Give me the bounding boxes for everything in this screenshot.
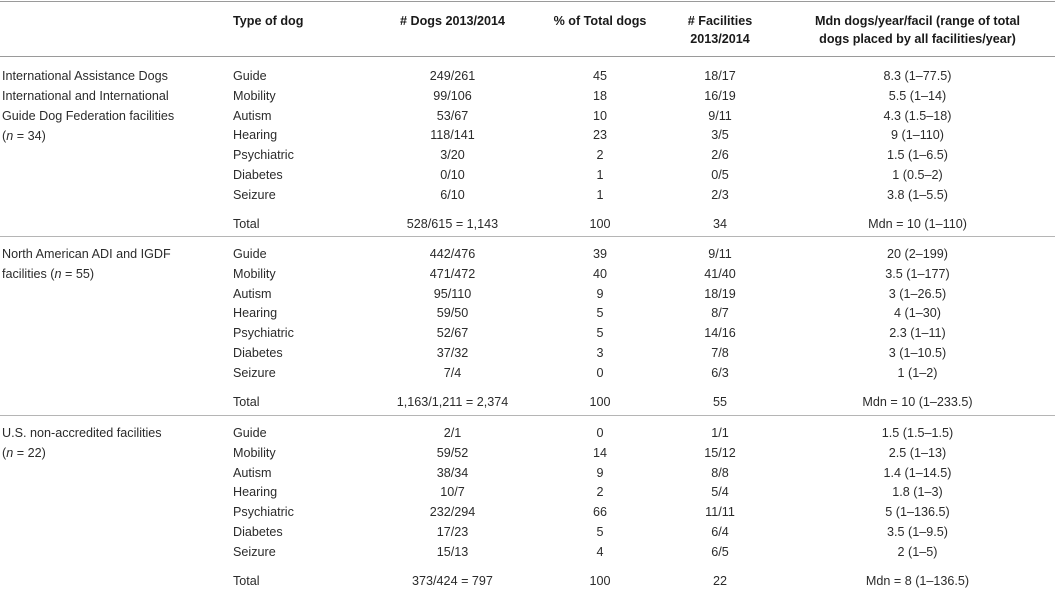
cell-pct: 4 [596,544,604,559]
cell-type: Diabetes [233,525,283,539]
cell-fac: 2/6 [711,148,729,163]
group-label [2,66,174,146]
group-label-line: International Assistance Dogs [2,69,168,83]
total-dogs: 528/615 = 1,143 [406,217,499,231]
cell-mdn: 4 (1–30) [894,306,941,321]
cell-fac: 8/7 [711,306,729,321]
cell-dogs: 6/10 [440,187,465,202]
cell-pct: 45 [592,69,607,83]
total-fac: 34 [712,217,727,231]
group-label-line: facilities (n = 55) [2,267,95,281]
header-pct: % of Total dogs [553,14,647,28]
header-dogs: # Dogs 2013/2014 [399,14,506,28]
cell-dogs: 99/106 [433,88,472,103]
cell-mdn: 3.5 (1–9.5) [887,525,948,539]
cell-dogs: 471/472 [429,266,476,281]
cell-pct: 3 [596,346,604,360]
cell-fac: 11/11 [705,505,735,520]
cell-mdn: 20 (2–199) [887,247,948,261]
cell-pct: 2 [596,485,604,500]
cell-type: Mobility [233,445,276,460]
group-separator [0,415,1055,416]
cell-mdn: 1.5 (1–6.5) [887,148,948,163]
cell-type: Psychiatric [233,505,294,520]
cell-type: Guide [233,247,267,261]
cell-type: Diabetes [233,168,283,182]
header-facilities-line1: # Facilities [687,14,753,28]
total-type: Total [233,217,260,231]
group-label-line: (n = 22) [2,446,46,460]
cell-pct: 23 [592,128,607,143]
cell-fac: 0/5 [711,168,729,182]
cell-type: Psychiatric [233,148,294,163]
cell-mdn: 5 (1–136.5) [885,505,950,520]
header-median [780,12,1055,48]
cell-mdn: 1.5 (1.5–1.5) [881,426,954,440]
group-label-line: Guide Dog Federation facilities [2,109,175,123]
total-fac: 22 [712,574,727,588]
cell-mdn: 3.8 (1–5.5) [887,187,948,202]
cell-fac: 16/19 [704,88,736,103]
cell-dogs: 59/50 [436,306,469,321]
cell-pct: 0 [596,426,604,440]
cell-mdn: 3.5 (1–177) [885,266,950,281]
header-facilities-line2: 2013/2014 [690,32,750,46]
cell-dogs: 232/294 [429,505,476,520]
cell-type: Autism [233,286,272,301]
cell-dogs: 59/52 [436,445,469,460]
cell-pct: 9 [596,286,604,301]
total-fac: 55 [712,395,727,409]
cell-dogs: 38/34 [436,465,469,480]
total-mdn: Mdn = 8 (1–136.5) [865,574,970,588]
cell-pct: 1 [596,187,604,202]
cell-mdn: 1 (1–2) [897,365,938,380]
cell-fac: 6/5 [711,544,729,559]
cell-pct: 40 [592,266,607,281]
cell-fac: 14/16 [704,326,736,341]
cell-mdn: 1.4 (1–14.5) [883,465,952,480]
cell-type: Mobility [233,266,276,281]
cell-type: Hearing [233,306,278,321]
cell-mdn: 9 (1–110) [891,128,944,143]
cell-dogs: 2/1 [443,426,462,440]
cell-pct: 9 [596,465,604,480]
total-pct: 100 [589,217,611,231]
cell-mdn: 1 (0.5–2) [892,168,943,182]
cell-dogs: 17/23 [436,525,469,539]
cell-fac: 15/12 [704,445,736,460]
cell-type: Seizure [233,187,276,202]
cell-fac: 18/19 [704,286,736,301]
total-mdn: Mdn = 10 (1–110) [868,217,967,231]
header-type: Type of dog [233,14,304,28]
cell-pct: 0 [596,365,604,380]
cell-mdn: 3 (1–26.5) [888,286,947,301]
cell-dogs: 3/20 [440,148,465,163]
cell-mdn: 8.3 (1–77.5) [883,69,952,83]
cell-dogs: 53/67 [436,108,469,123]
cell-fac: 2/3 [711,187,729,202]
group-label [2,423,162,463]
cell-type: Seizure [233,365,276,380]
cell-type: Seizure [233,544,276,559]
group-label-line: International and International [2,89,169,103]
cell-type: Hearing [233,128,278,143]
cell-type: Psychiatric [233,326,294,341]
cell-dogs: 52/67 [436,326,469,341]
cell-fac: 7/8 [711,346,729,360]
cell-pct: 10 [592,108,607,123]
cell-dogs: 15/13 [436,544,469,559]
group-label [2,244,171,284]
cell-mdn: 4.3 (1.5–18) [883,108,952,123]
cell-fac: 6/4 [711,525,729,539]
cell-mdn: 2 (1–5) [897,544,938,559]
cell-mdn: 2.3 (1–11) [889,326,946,341]
total-type: Total [233,574,260,588]
cell-mdn: 1.8 (1–3) [892,485,943,500]
cell-fac: 18/17 [704,69,736,83]
cell-dogs: 37/32 [436,346,469,360]
cell-mdn: 3 (1–10.5) [888,346,947,360]
cell-fac: 41/40 [704,266,736,281]
total-pct: 100 [589,574,611,588]
cell-pct: 18 [592,88,607,103]
cell-type: Autism [233,108,272,123]
cell-type: Guide [233,69,267,83]
cell-mdn: 2.5 (1–13) [888,445,947,460]
cell-type: Hearing [233,485,278,500]
cell-fac: 6/3 [711,365,729,380]
header-facilities [640,12,800,48]
total-type: Total [233,395,260,409]
cell-pct: 5 [596,525,604,539]
cell-pct: 39 [592,247,607,261]
total-mdn: Mdn = 10 (1–233.5) [862,395,973,409]
cell-dogs: 7/4 [443,365,462,380]
cell-pct: 2 [596,148,604,163]
cell-fac: 3/5 [711,128,729,143]
cell-fac: 9/11 [708,247,732,261]
cell-type: Diabetes [233,346,283,360]
cell-fac: 1/1 [711,426,729,440]
cell-pct: 5 [596,326,604,341]
cell-dogs: 118/141 [430,128,475,143]
cell-dogs: 442/476 [429,247,476,261]
cell-pct: 5 [596,306,604,321]
group-label-line: North American ADI and IGDF [2,247,171,261]
cell-type: Autism [233,465,272,480]
cell-fac: 9/11 [708,108,732,123]
group-label-line: U.S. non-accredited facilities [2,426,162,440]
group-label-line: (n = 34) [2,129,46,143]
total-dogs: 373/424 = 797 [412,574,493,588]
group-separator [0,236,1055,237]
cell-fac: 5/4 [711,485,729,500]
cell-pct: 14 [592,445,607,460]
cell-pct: 66 [592,505,607,520]
cell-dogs: 0/10 [440,168,465,182]
total-pct: 100 [589,395,611,409]
cell-pct: 1 [596,168,604,182]
header-bottom-rule [0,56,1055,57]
cell-fac: 8/8 [711,465,729,480]
cell-type: Mobility [233,88,276,103]
cell-dogs: 249/261 [429,69,476,83]
header-median-line1: Mdn dogs/year/facil (range of total [814,14,1021,28]
cell-mdn: 5.5 (1–14) [888,88,947,103]
table-top-rule [0,1,1055,2]
cell-dogs: 95/110 [433,286,472,301]
header-median-line2: dogs placed by all facilities/year) [819,32,1016,46]
cell-type: Guide [233,426,267,440]
total-dogs: 1,163/1,211 = 2,374 [396,395,509,409]
cell-dogs: 10/7 [440,485,465,500]
